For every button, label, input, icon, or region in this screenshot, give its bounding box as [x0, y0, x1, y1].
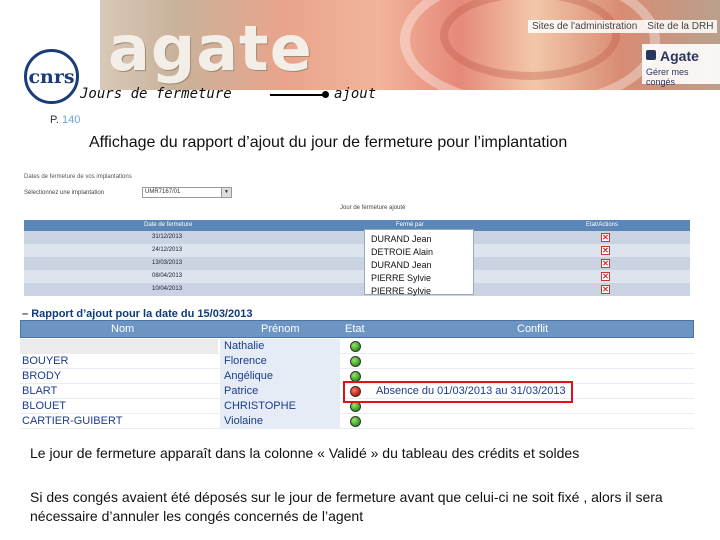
admin-sites-link[interactable]: Sites de l'administration	[532, 21, 638, 32]
table-row: 24/12/2013 ✕	[24, 244, 690, 257]
top-links	[528, 20, 717, 33]
note-validated-column: Le jour de fermeture apparaît dans la colonne « Validé » du tableau des crédits et soldes	[30, 445, 580, 461]
closure-table	[24, 220, 690, 296]
implantation-select[interactable]: UMR7167/01 ▼	[142, 187, 232, 198]
app-wordmark: agate	[108, 12, 313, 85]
row-prenom: Nathalie	[224, 340, 265, 352]
conflict-highlight	[343, 381, 573, 403]
row-nom: CARTIER-GUIBERT	[22, 415, 123, 427]
status-ok-icon	[350, 341, 361, 352]
drh-site-link[interactable]: Site de la DRH	[647, 21, 714, 32]
row-prenom: Angélique	[224, 370, 273, 382]
table-row	[20, 339, 694, 354]
status-ok-icon	[350, 356, 361, 367]
table-row: 10/04/2013 ✕	[24, 283, 690, 296]
page-number: P. 140	[50, 114, 81, 126]
brand-subtitle: Gérer mes congés	[646, 67, 689, 87]
step-to: ajout	[334, 86, 377, 102]
row-prenom: CHRISTOPHE	[224, 400, 296, 412]
added-message: Jour de fermeture ajouté	[340, 205, 406, 211]
slide-heading: Affichage du rapport d’ajout du jour de fermeture pour l’implantation	[89, 134, 568, 151]
report-title: – Rapport d’ajout pour la date du 15/03/2013	[22, 308, 253, 320]
row-prenom: Violaine	[224, 415, 263, 427]
table-row: 08/04/2013 ✕	[24, 270, 690, 283]
status-ok-icon	[350, 416, 361, 427]
row-nom: BLOUET	[22, 400, 67, 412]
chevron-down-icon: ▼	[221, 188, 231, 197]
row-prenom: Florence	[224, 355, 267, 367]
lock-icon	[646, 50, 656, 60]
table-row: 13/03/2013 ✕	[24, 257, 690, 270]
table-row: 31/12/2013 ✕	[24, 231, 690, 244]
note-cancel-leave: Si des congés avaient été déposés sur le jour de fermeture avant que celui-ci ne soit fixé , alors il sera nécessaire d’annuler les congés concernés de l’agent	[30, 489, 663, 524]
step-from: Jours de fermeture	[80, 86, 232, 102]
delete-icon[interactable]: ✕	[602, 285, 609, 294]
agate-brand	[642, 44, 720, 87]
closure-dates-panel	[20, 168, 690, 296]
agate-banner	[0, 0, 720, 90]
delete-icon[interactable]: ✕	[602, 259, 609, 268]
delete-icon[interactable]: ✕	[602, 272, 609, 281]
table-row	[20, 354, 694, 369]
step-arrow-head	[322, 91, 329, 98]
report-panel	[20, 300, 694, 432]
delete-icon[interactable]: ✕	[602, 246, 609, 255]
closure-table-header: Date de fermeture Fermé par Etat/Actions	[24, 220, 690, 231]
delete-icon[interactable]: ✕	[602, 233, 609, 242]
row-prenom: Patrice	[224, 385, 259, 397]
brand-name: Agate	[660, 48, 699, 64]
row-conflit: Absence du 01/03/2013 au 31/03/2013	[376, 385, 566, 397]
select-label: Sélectionnez une implantation	[24, 190, 105, 196]
report-table-header: Nom Prénom Etat Conflit	[20, 320, 694, 338]
step-arrow	[270, 94, 326, 96]
row-nom: BLART	[22, 385, 58, 397]
closed-by-callout: DURAND Jean DETROIE Alain DURAND Jean PIERRE Sylvie PIERRE Sylvie	[364, 229, 474, 295]
closure-legend: Dates de fermeture de vos implantations	[24, 174, 132, 180]
table-row	[20, 414, 694, 429]
row-nom: BRODY	[22, 370, 62, 382]
row-nom: BOUYER	[22, 355, 69, 367]
cnrs-logo: cnrs	[24, 49, 79, 104]
